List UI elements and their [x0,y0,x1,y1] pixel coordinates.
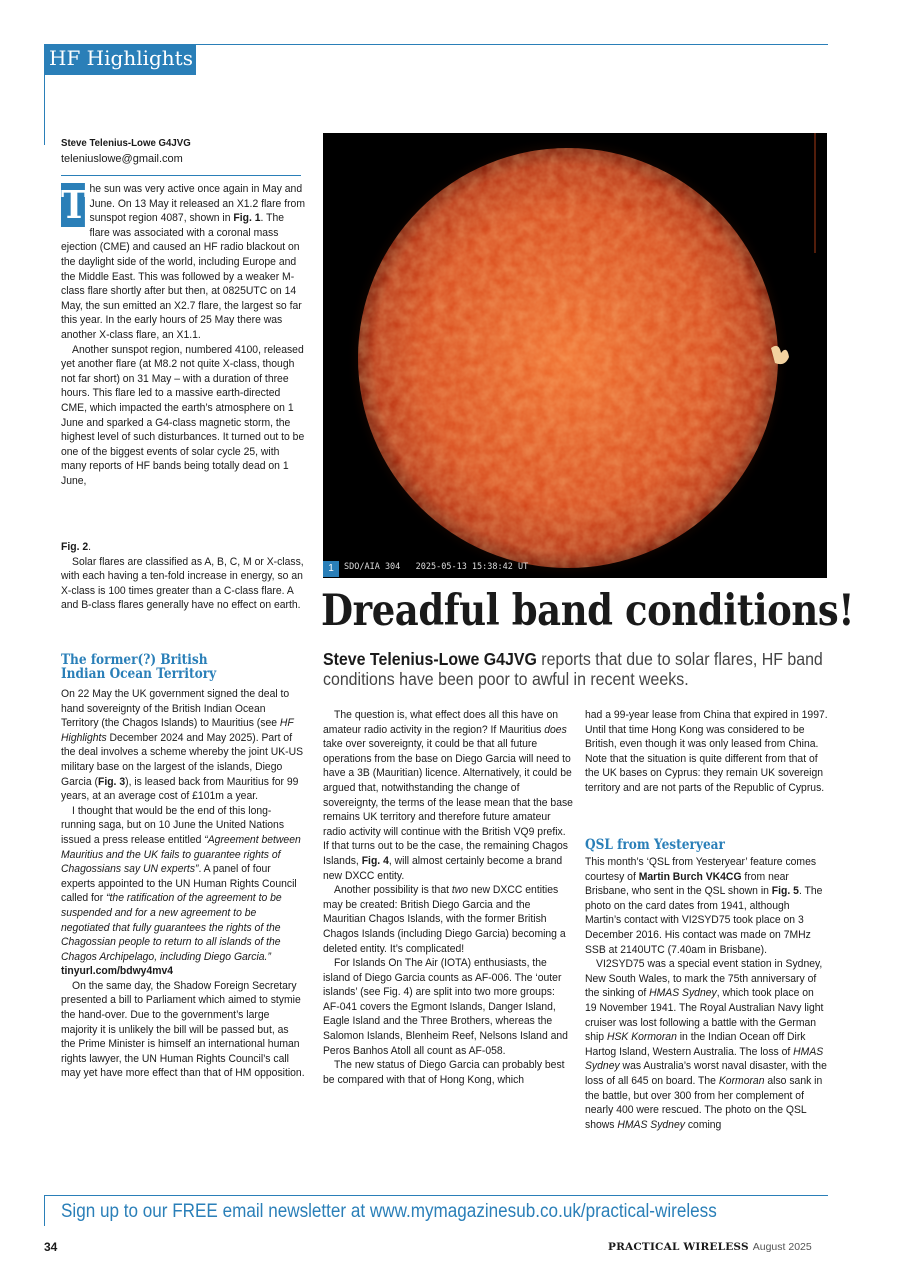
paragraph: Solar flares are classified as A, B, C, M or X-class, with each having a ten-fold increase in energy, so an X-class is 100 times greater than a C-class flare. A and B-class flares generally have no effect on earth. [61,555,304,612]
paragraph: T he sun was very active once again in May and June. On 13 May it released an X1.2 flare from sunspot region 4087, shown in Fig. 1. The flare was associated with a coronal mass ejection (CME) and caused an HF radio blackout on the daylight side of the world, including Europe and the Middle East. This was followed by a weaker M-class flare shortly after but then, at 0825UTC on 14 May, the sun emitted an X2.7 flare, the largest so far this year. In the early hours of 25 May there was another X-class flare, an X1.1. [61,182,306,341]
issue-date: August 2025 [752,1241,812,1253]
figure-caption: SDO/AIA 304 2025-05-13 15:38:42 UT [344,562,529,572]
right-column [585,708,828,796]
left-rule [44,75,45,145]
footer-rule [44,1195,828,1196]
paragraph: VI2SYD75 was a special event station in Sydney, New South Wales, to mark the 75th anniversary of the sinking of HMAS Sydney, which took place on 19 November 1941. The Royal Australian Navy light cruiser was lost following a battle with the German ship HSK Kormoran in the Indian Ocean off Dirk Hartog Island, Western Australia. The loss of HMAS Sydney was Australia’s worst naval disaster, with the loss of all 645 on board. The Kormoran also sank in the battle, but over 300 from her complement of nearly 400 were rescued. The photo on the QSL shows HMAS Sydney coming [585,958,827,1131]
paragraph: Fig. 2. [61,541,92,553]
author-email[interactable]: teleniuslowe@gmail.com [61,153,183,165]
left-column-cont [61,540,306,613]
headline: Dreadful band conditions! [321,586,855,636]
drop-cap: T [61,182,88,227]
sun-photo [323,133,827,578]
paragraph: On the same day, the Shadow Foreign Secretary presented a bill to Parliament which aimed to stymie the hand-over. Due to the government’s large majority it is unlikely the bill will be passed but, as the Prime Minister is himself an international human rights lawyer, the UN Human Rights Council’s call may yet have more effect than that of HM opposition. [61,979,305,1080]
left-column [61,182,306,488]
paragraph: The new status of Diego Garcia can probably best be compared with that of Hong Kong, which [323,1059,565,1086]
page-number: 34 [44,1240,58,1254]
magazine-footer [608,1241,812,1253]
standfirst: Steve Telenius-Lowe G4JVG reports that due to solar flares, HF band conditions have been poor to awful in recent weeks. [323,649,823,689]
paragraph: had a 99-year lease from China that expired in 1997. Until that time Hong Kong was considered to be British, even though it was only leased from China. Note that the situation is quite different from that of the UK bases on Cyprus: they remain UK sovereign territory and are not parts of the Republic of Cyprus. [585,709,828,794]
magazine-name: PRACTICAL WIRELESS [608,1241,749,1253]
paragraph: I thought that would be the end of this long-running saga, but on 10 June the United Nations issued a press release entitled “Agreement between Mauritius and the UK fails to guarantee rights of Chagossians say UN experts”. A panel of four experts appointed to the UN Human Rights Council called for “the ratification of the agreement to be suspended and for a new agreement to be negotiated that fully guarantees the rights of the Chagossian people to return to all islands of the Chagos Archipelago, including Diego Garcia.” tinyurl.com/bdwy4mv4 [61,804,301,978]
middle-column [323,708,573,1087]
link-url[interactable]: tinyurl.com/bdwy4mv4 [61,965,174,978]
paragraph: For Islands On The Air (IOTA) enthusiasts, the island of Diego Garcia counts as AF-006. The ‘outer islands’ (see Fig. 4) are split into two more groups: AF-041 covers the Egmont Islands, Danger Island, Eagle Island and the Three Brothers, whereas the Salomon Islands, Blenheim Reef, Nelsons Island and Peros Banhos Atoll all count as AF-058. [323,957,568,1057]
section-title: HF Highlights [49,46,193,70]
paragraph: On 22 May the UK government signed the deal to hand sovereignty of the British Indian Ocean Territory (the Chagos Islands) to Mauritius (see HF Highlights December 2024 and May 2025). Part of the deal involves a scheme whereby the joint UK-US military base on the largest of the islands, Diego Garcia (Fig. 3), is leased back from Mauritius for 99 years, at an average cost of £101m a year. [61,688,304,803]
subheading-biot: The former(?) British Indian Ocean Territory [61,652,217,682]
left-column-biot [61,687,306,1081]
paragraph: Another possibility is that two new DXCC entities may be created: British Diego Garcia and the Mauritian Chagos Islands, with the former British Chagos Islands (including Diego Garcia) becoming a deleted entity. It’s complicated! [323,884,566,955]
paragraph: Another sunspot region, numbered 4100, released yet another flare (at M8.2 not quite X-class, though not far short) on 31 May – with a duration of three hours. This flare led to a massive earth-directed CME, which impacted the earth’s atmosphere on 1 June and sparked a G4-class magnetic storm, the highest level of such disturbances. It turned out to be one of the biggest events of solar cycle 25, with many reports of HF bands being totally dead on 1 June, [61,343,305,487]
author-name: Steve Telenius-Lowe G4JVG [61,137,191,149]
paragraph: The question is, what effect does all this have on amateur radio activity in the region? If Mauritius does take over sovereignty, it could be that all future operations from the base on Diego Garcia will need to have a 3B (Mauritian) licence. Alternatively, it could be argued that, notwithstanding the change of sovereignty, the terms of the lease mean that the base remains UK territory and therefore future amateur radio activity will continue with the British VQ9 prefix. If that turns out to be the case, the remaining Chagos Islands, Fig. 4, will almost certainly become a brand new DXCC entity. [323,709,573,882]
paragraph: This month’s ‘QSL from Yesteryear’ feature comes courtesy of Martin Burch VK4CG from near Brisbane, who sent in the QSL shown in Fig. 5. The photo on the card dates from 1941, although Martin’s contact with VI2SYD75 took place on 3 December 2016. His contact was made on 7MHz SSB at 2140UTC (7.40am in Brisbane). [585,856,823,956]
right-column-qsl [585,855,828,1132]
footer-rule-left [44,1195,45,1226]
newsletter-link[interactable]: Sign up to our FREE email newsletter at www.mymagazinesub.co.uk/practical-wireless [61,1201,717,1222]
figure-number: 1 [323,561,339,577]
sun-image [323,133,827,578]
subheading-qsl: QSL from Yesteryear [585,837,725,853]
author-rule [61,175,301,176]
